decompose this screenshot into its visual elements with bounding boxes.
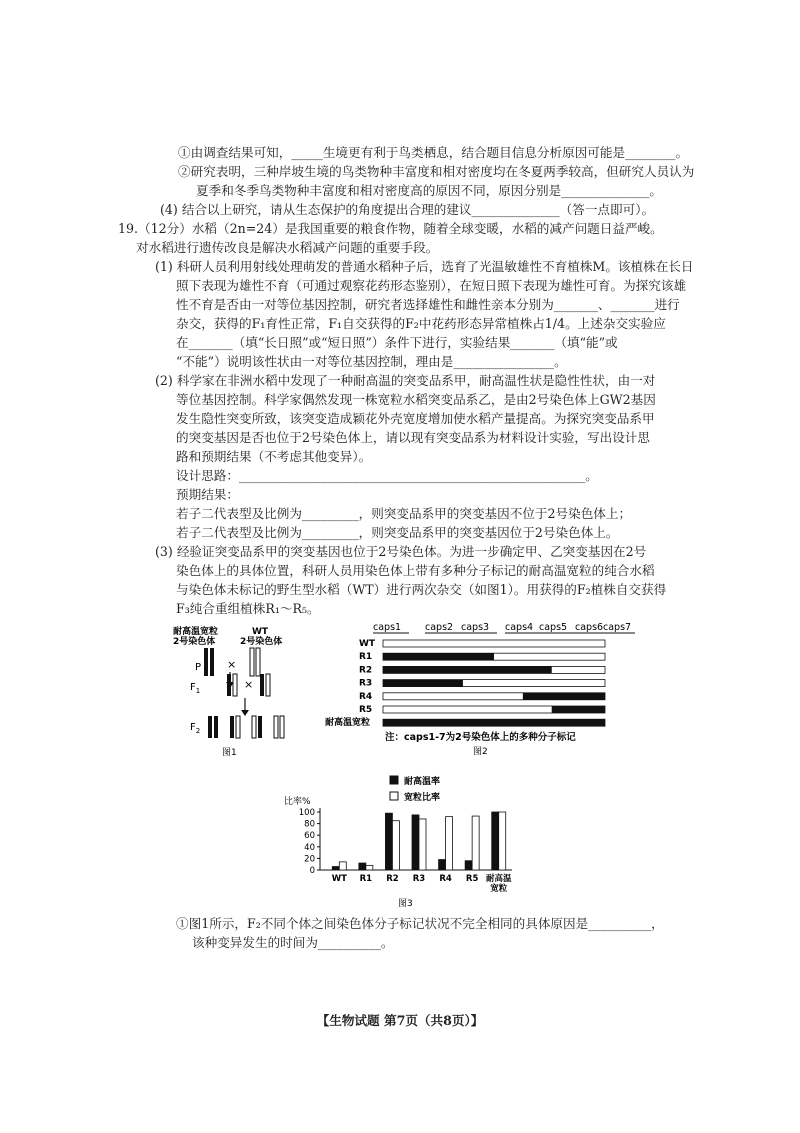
legend-swatch: [390, 776, 398, 784]
category-label: 耐高温: [485, 874, 512, 884]
fig1-f2: [190, 722, 200, 735]
fig2-note: 注：caps1-7为2号染色体上的多种分子标记: [385, 732, 576, 743]
marker-caps7: caps7: [603, 622, 632, 633]
marker-caps5: caps5: [539, 622, 568, 633]
line: ①图1所示，F₂不同个体之间染色体分子标记状况不完全相同的具体原因是__________，: [176, 916, 664, 931]
fig1-label-parent2-b: 2号染色体: [240, 637, 283, 647]
marker-caps1: caps1: [373, 622, 402, 633]
bar-heat: [332, 867, 339, 870]
row-label: R4: [359, 691, 373, 702]
y-axis-label: 比率%: [284, 797, 311, 807]
fig2-caption: 图2: [473, 747, 488, 757]
line: 夏季和冬季鸟类物种丰富度和相对密度高的原因不同，原因分别是______________。: [196, 183, 662, 198]
y-tick-label: 60: [304, 831, 315, 842]
legend-label: 宽粒比率: [404, 793, 441, 803]
bar-heat: [385, 813, 392, 870]
line: (4) 结合以上研究，请从生态保护的角度提出合理的建议______________（答一点即可）。: [160, 202, 655, 217]
chromosome-parent1-a: [204, 648, 208, 676]
line: 杂交，获得的F₁育性正常，F₁自交获得的F₂中花药形态异常植株占1/4。上述杂交实验应: [176, 316, 666, 331]
line: 与染色体未标记的野生型水稻（WT）进行两次杂交（如图1）。用获得的F₂植株自交获得: [176, 582, 667, 597]
chromosome-f1-b: [233, 674, 237, 696]
line: (2) 科学家在非洲水稻中发现了一种耐高温的突变品系甲，耐高温性状是隐性性状，由一对: [155, 373, 656, 388]
row-label: 耐高温宽粒: [325, 718, 371, 729]
chromosome-bar: [383, 640, 605, 647]
arrow-head: [241, 710, 249, 716]
category-label: R2: [386, 874, 399, 884]
chromosome-parent2-b: [256, 648, 260, 676]
category-label: R3: [412, 874, 426, 884]
y-tick-label: 100: [298, 808, 315, 818]
line: 对水稻进行遗传改良是解决水稻减产问题的重要手段。: [136, 240, 439, 255]
line: 照下表现为雄性不育（可通过观察花药形态鉴别），在短日照下表现为雄性可育。为探究该雄: [176, 278, 687, 293]
bar-heat: [359, 863, 366, 870]
bar-wide: [392, 821, 399, 870]
bar-wide: [446, 817, 453, 870]
legend-label: 耐高温率: [404, 777, 441, 787]
bar-heat: [465, 861, 472, 870]
question-19: 19.（12分）水稻（2n=24）是我国重要的粮食作物，随着全球变暖，水稻的减产问题日益严峻。: [118, 221, 663, 236]
category-label: R1: [359, 874, 373, 884]
bar-wide: [419, 819, 426, 870]
row-label: WT: [359, 639, 376, 649]
figure-1: [170, 620, 310, 760]
chromosome-dark-segment: [523, 693, 605, 700]
chromosome-dark-segment: [383, 719, 605, 726]
fig1-p: P: [195, 662, 202, 673]
row-label: R3: [359, 678, 373, 689]
chromosome-f2: [214, 716, 218, 738]
legend-swatch: [390, 792, 398, 800]
marker-caps3: caps3: [461, 622, 490, 633]
category-label: WT: [331, 874, 347, 884]
marker-caps2: caps2: [425, 622, 454, 633]
f2-chromosomes: [208, 716, 284, 738]
row-label: R5: [359, 705, 373, 715]
row-label: R2: [359, 665, 373, 676]
fig1-label-parent1-a: 耐高温宽粒: [173, 627, 219, 637]
fig1-f2-label: F: [190, 722, 196, 733]
line: 若子二代表型及比例为_________，则突变品系甲的突变基因不位于2号染色体上；: [176, 506, 632, 521]
line: 在_______（填“长日照”或“短日照”）条件下进行，实验结果_______（填“能”或: [176, 335, 618, 350]
fig1-f1-label: F: [190, 682, 196, 693]
marker-caps6: caps6: [575, 622, 604, 633]
chromosome-f2: [280, 716, 284, 738]
line: 染色体上的具体位置，科研人员用染色体上带有多种分子标记的耐高温宽粒的纯合水稻: [176, 563, 655, 578]
fig1-cross-1: ×: [227, 658, 237, 671]
line: 该种变异发生的时间为__________。: [192, 935, 394, 950]
chromosome-f1-c: [260, 674, 264, 696]
y-tick-label: 0: [309, 866, 315, 876]
y-tick-label: 80: [304, 819, 315, 830]
figure-2: [325, 620, 635, 760]
y-tick-label: 20: [304, 854, 315, 865]
line: F₃纯合重组植株R₁～R₅。: [176, 601, 320, 616]
category-label: R4: [439, 874, 452, 884]
y-tick-label: 40: [304, 842, 315, 853]
category-label-line2: 宽粒: [490, 884, 508, 894]
line: (1) 科研人员利用射线处理萌发的普通水稻种子后，选育了光温敏雄性不育植株M。该植株在长日: [155, 259, 694, 274]
bar-heat: [492, 812, 499, 870]
line: 路和预期结果（不考虑其他变异）。: [176, 449, 372, 464]
bar-heat: [412, 815, 419, 870]
line: 发生隐性突变所致，该突变造成颖花外壳宽度增加使水稻产量提高。为探究突变品系甲: [176, 411, 655, 426]
fig1-label-parent1-b: 2号染色体: [173, 637, 216, 647]
line: ①由调查结果可知，_____生境更有利于鸟类栖息，结合题目信息分析原因可能是________。: [178, 145, 689, 160]
line: 性不育是否由一对等位基因控制，研究者选择雄性和雌性亲本分别为_______、_______进行: [176, 297, 680, 312]
line: 设计思路：_______________________________________________________。: [176, 468, 598, 483]
fig1-f1-sub: 1: [195, 687, 201, 695]
fig1-label-parent2-a: WT: [252, 627, 269, 637]
chromosome-f2: [236, 716, 240, 738]
bar-wide: [499, 812, 506, 870]
chromosome-f1-a: [227, 674, 231, 696]
chromosome-f1-d: [266, 674, 270, 696]
chromosome-f2: [274, 716, 278, 738]
figure-3-chart: [280, 770, 520, 910]
chromosome-f2: [252, 716, 256, 738]
bar-wide: [366, 865, 373, 870]
fig1-cross-2: ×: [244, 678, 254, 691]
chromosome-f2: [208, 716, 212, 738]
line: 等位基因控制。科学家偶然发现一株宽粒水稻突变品系乙，是由2号染色体上GW2基因: [176, 392, 656, 407]
row-label: R1: [359, 652, 373, 663]
fig1-caption: 图1: [222, 748, 237, 758]
line: ②研究表明，三种岸坡生境的鸟类物种丰富度和相对密度均在冬夏两季较高，但研究人员认为: [178, 164, 695, 179]
line: 若子二代表型及比例为_________，则突变品系甲的突变基因位于2号染色体上。: [176, 525, 619, 540]
chromosome-f2: [258, 716, 262, 738]
bar-heat: [439, 860, 446, 870]
bar-wide: [339, 862, 346, 870]
fig1-f2-sub: 2: [195, 727, 201, 735]
chromosome-parent2-a: [250, 648, 254, 676]
chromosome-dark-segment: [383, 666, 552, 673]
chromosome-f2: [230, 716, 234, 738]
line: (3) 经验证突变品系甲的突变基因也位于2号染色体。为进一步确定甲、乙突变基因在2号: [155, 544, 647, 559]
page-footer: 【生物试题 第7页（共8页）】: [316, 1013, 484, 1028]
line: 的突变基因是否也位于2号染色体上，请以现有突变品系为材料设计实验，写出设计思: [176, 430, 650, 445]
category-label: R5: [465, 874, 479, 884]
bar-wide: [472, 816, 479, 870]
chromosome-dark-segment: [383, 680, 463, 687]
line: 预期结果：: [176, 487, 239, 502]
chromosome-dark-segment: [383, 653, 494, 660]
chromosome-dark-segment: [552, 706, 605, 713]
fig3-caption: 图3: [398, 899, 413, 909]
fig1-f1: [190, 682, 200, 695]
chromosome-parent1-b: [210, 648, 214, 676]
marker-caps4: caps4: [505, 622, 534, 633]
line: “不能”）说明该性状由一对等位基因控制，理由是________________。: [176, 354, 567, 369]
